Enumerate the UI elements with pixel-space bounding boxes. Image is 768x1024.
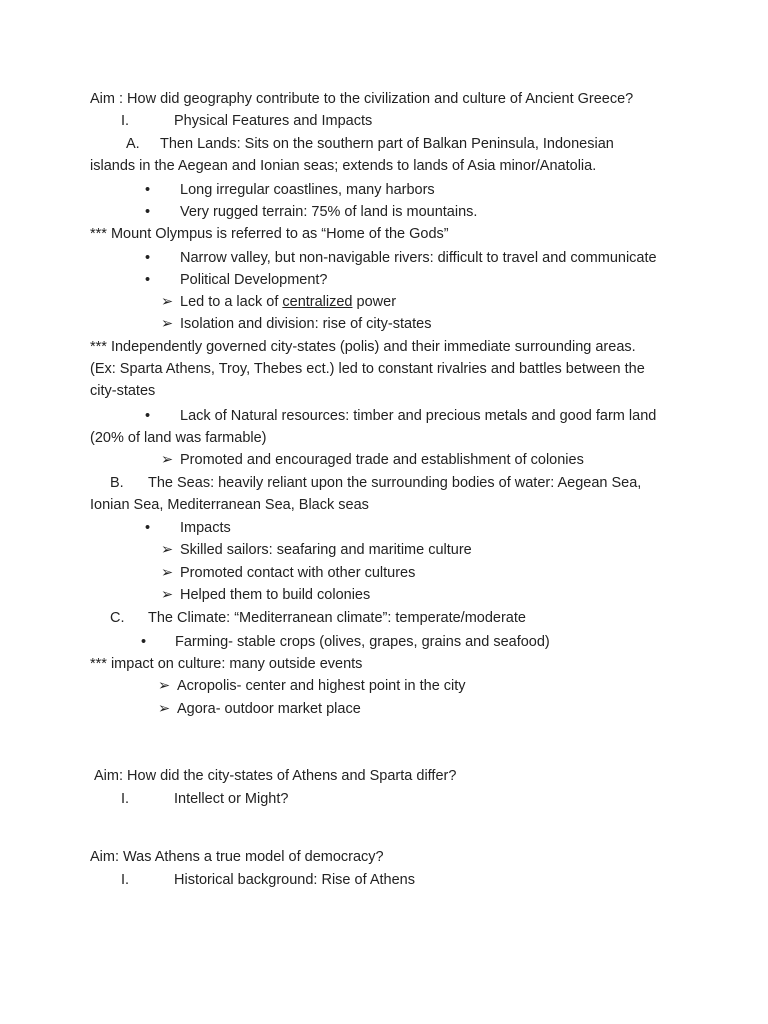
- arrow-text: Skilled sailors: seafaring and maritime culture: [180, 542, 472, 558]
- arrow-text: Acropolis- center and highest point in the city: [177, 678, 466, 694]
- bullet-icon: •: [145, 272, 151, 288]
- bullet-natural-resources-continued: (20% of land was farmable): [90, 430, 267, 446]
- arrow-bullet-icon: ➢: [161, 294, 174, 310]
- letter-b: B.: [110, 475, 124, 491]
- bullet-text: Narrow valley, but non-navigable rivers: difficult to travel and communicate: [180, 250, 657, 266]
- arrow-bullet-icon: ➢: [161, 316, 174, 332]
- arrow-text: Helped them to build colonies: [180, 587, 371, 603]
- subheading-b-continued: Ionian Sea, Mediterranean Sea, Black seas: [90, 497, 369, 513]
- arrow-bullet-icon: ➢: [161, 587, 174, 603]
- bullet-text: Long irregular coastlines, many harbors: [180, 182, 435, 198]
- bullet-icon: •: [145, 520, 151, 536]
- roman-numeral: I.: [121, 113, 130, 129]
- subheading-b-text: The Seas: heavily reliant upon the surrounding bodies of water: Aegean Sea,: [148, 475, 642, 491]
- arrow-text: Promoted and encouraged trade and establishment of colonies: [180, 452, 584, 468]
- bullet-text: Farming- stable crops (olives, grapes, grains and seafood): [175, 634, 550, 650]
- note-city-states-1: *** Independently governed city-states (polis) and their immediate surrounding areas.: [90, 339, 636, 355]
- bullet-text: Impacts: [180, 520, 231, 536]
- bullet-icon: •: [145, 250, 151, 266]
- bullet-icon: •: [145, 204, 151, 220]
- note-impact-culture: *** impact on culture: many outside events: [90, 656, 363, 672]
- heading-text: Historical background: Rise of Athens: [174, 872, 415, 888]
- bullet-text: Very rugged terrain: 75% of land is mountains.: [180, 204, 478, 220]
- arrow-text: Led to a lack of centralized power: [180, 294, 397, 310]
- roman-numeral: I.: [121, 872, 130, 888]
- bullet-text: Lack of Natural resources: timber and precious metals and good farm land: [180, 408, 657, 424]
- note-mount-olympus: *** Mount Olympus is referred to as “Home of the Gods”: [90, 226, 449, 242]
- heading-text: Intellect or Might?: [174, 791, 289, 807]
- arrow-bullet-icon: ➢: [161, 542, 174, 558]
- subheading-a-continued: islands in the Aegean and Ionian seas; extends to lands of Asia minor/Anatolia.: [90, 158, 597, 174]
- arrow-bullet-icon: ➢: [158, 678, 171, 694]
- aim-geography: Aim : How did geography contribute to the civilization and culture of Ancient Greece?: [90, 91, 634, 107]
- subheading-c-text: The Climate: “Mediterranean climate”: temperate/moderate: [148, 610, 526, 626]
- subheading-a-text: Then Lands: Sits on the southern part of Balkan Peninsula, Indonesian: [160, 136, 614, 152]
- bullet-icon: •: [145, 408, 151, 424]
- roman-numeral: I.: [121, 791, 130, 807]
- letter-c: C.: [110, 610, 125, 626]
- arrow-text: Isolation and division: rise of city-states: [180, 316, 432, 332]
- bullet-icon: •: [145, 182, 151, 198]
- heading-text: Physical Features and Impacts: [174, 113, 373, 129]
- arrow-bullet-icon: ➢: [161, 565, 174, 581]
- aim-athens-sparta: Aim: How did the city-states of Athens and Sparta differ?: [94, 768, 457, 784]
- letter-a: A.: [126, 136, 140, 152]
- bullet-text: Political Development?: [180, 272, 328, 288]
- arrow-text: Agora- outdoor market place: [177, 701, 361, 717]
- note-city-states-3: city-states: [90, 383, 156, 399]
- aim-democracy: Aim: Was Athens a true model of democracy?: [90, 849, 384, 865]
- bullet-icon: •: [141, 634, 147, 650]
- arrow-text: Promoted contact with other cultures: [180, 565, 416, 581]
- arrow-bullet-icon: ➢: [158, 701, 171, 717]
- arrow-bullet-icon: ➢: [161, 452, 174, 468]
- note-city-states-2: (Ex: Sparta Athens, Troy, Thebes ect.) led to constant rivalries and battles between the: [90, 361, 645, 377]
